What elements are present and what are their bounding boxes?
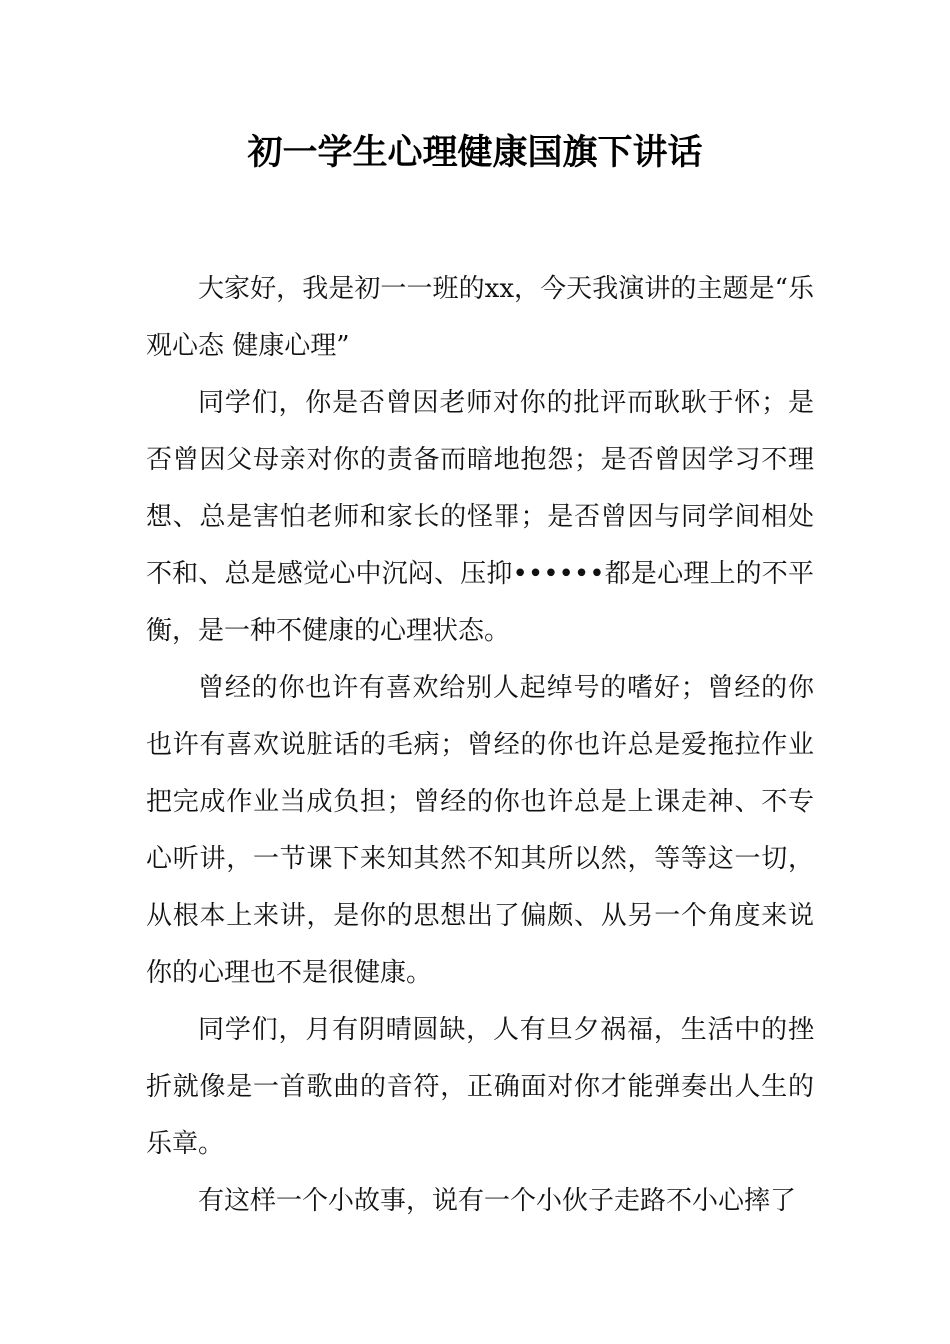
document-body bbox=[146, 261, 814, 1230]
paragraph-questions: 同学们，你是否曾因老师对你的批评而耿耿于怀；是否曾因父母亲对你的责备而暗地抱怨；是否曾因学习不理想、总是害怕老师和家长的怪罪；是否曾因与同学间相处不和、总是感觉心中沉闷、压抑••••••都是心理上的不平衡，是一种不健康的心理状态。 bbox=[146, 388, 814, 646]
paragraph-story: 有这样一个小故事，说有一个小伙子走路不小心摔了 bbox=[198, 1186, 797, 1216]
paragraph-setbacks: 同学们，月有阴晴圆缺，人有旦夕祸福，生活中的挫折就像是一首歌曲的音符，正确面对你才能弹奏出人生的乐章。 bbox=[146, 1015, 814, 1159]
document-title: 初一学生心理健康国旗下讲话 bbox=[247, 132, 703, 173]
paragraph-habits: 曾经的你也许有喜欢给别人起绰号的嗜好；曾经的你也许有喜欢说脏话的毛病；曾经的你也许总是爱拖拉作业把完成作业当成负担；曾经的你也许总是上课走神、不专心听讲，一节课下来知其然不知其所以然，等等这一切，从根本上来讲，是你的思想出了偏颇、从另一个角度来说你的心理也不是很健康。 bbox=[146, 673, 814, 988]
paragraph-greeting: 大家好，我是初一一班的xx，今天我演讲的主题是“乐观心态 健康心理” bbox=[146, 274, 814, 361]
